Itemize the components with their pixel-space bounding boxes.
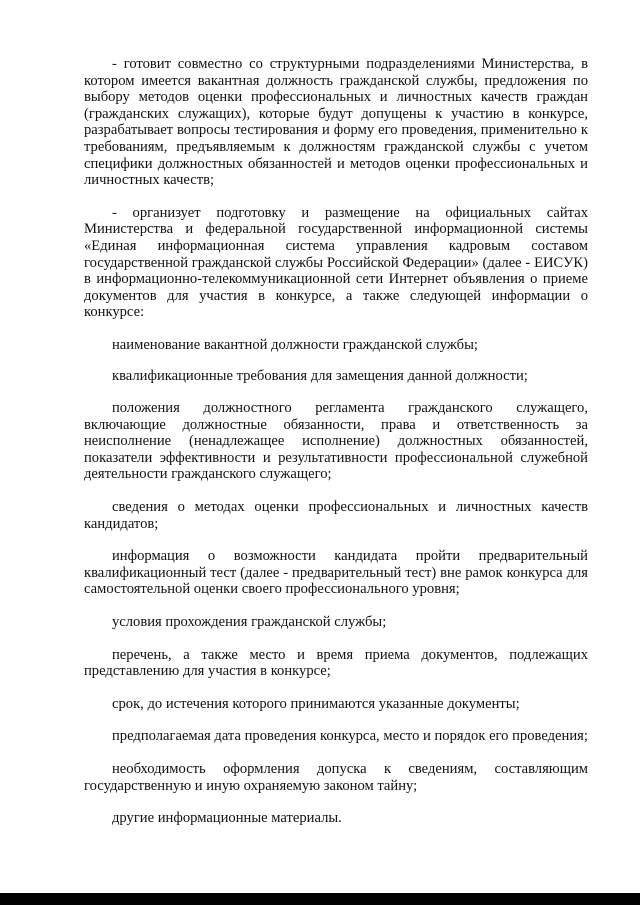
paragraph-other-materials: другие информационные материалы. [112, 810, 342, 827]
document-body [84, 56, 588, 843]
paragraph-assessment-methods: сведения о методах оценки профессиональных и личностных качеств кандидатов; [84, 499, 588, 532]
paragraph-vacancy-name: наименование вакантной должности гражданской службы; [112, 336, 478, 353]
paragraph-contest-date: предполагаемая дата проведения конкурса, место и порядок его проведения; [112, 728, 588, 745]
scan-bottom-edge [0, 893, 640, 905]
paragraph-clearance: необходимость оформления допуска к сведениям, составляющим государственную и иную охраняемую законом тайну; [84, 761, 588, 794]
paragraph-prepare-assessment: - готовит совместно со структурными подразделениями Министерства, в котором имеется вакантная должность гражданской службы, предложения по выбору методов оценки профессиональных и личностных качеств граждан (гражданских служащих), которые будут допущены к участию в конкурсе, разрабатывает вопросы тестирования и форму его проведения, применительно к требованиям, предъявляемым к должностям гражданской службы с учетом специфики должностных обязанностей и методов оценки профессиональных и личностных качеств; [84, 56, 588, 189]
paragraph-qualification-requirements: квалификационные требования для замещения данной должности; [112, 367, 528, 384]
paragraph-organize-announcement: - организует подготовку и размещение на официальных сайтах Министерства и федеральной государственной информационной системы «Единая информационная система управления кадровым составом государственной гражданской службы Российской Федерации» (далее - ЕИСУК) в информационно-телекоммуникационной сети Интернет объявления о приеме документов для участия в конкурсе, а также следующей информации о конкурсе: [84, 204, 588, 321]
paragraph-deadline: срок, до истечения которого принимаются указанные документы; [112, 695, 520, 712]
paragraph-preliminary-test: информация о возможности кандидата пройти предварительный квалификационный тест (далее - предварительный тест) вне рамок конкурса для самостоятельной оценки своего профессионального уровня; [84, 548, 588, 598]
paragraph-documents-list: перечень, а также место и время приема документов, подлежащих представлению для участия в конкурсе; [84, 646, 588, 680]
paragraph-job-regulations: положения должностного регламента гражданского служащего, включающие должностные обязанности, права и ответственность за неисполнение (ненадлежащее исполнение) должностных обязанностей, показатели эффективности и результативности профессиональной служебной деятельности гражданского служащего; [84, 400, 588, 483]
paragraph-service-conditions: условия прохождения гражданской службы; [112, 614, 387, 631]
